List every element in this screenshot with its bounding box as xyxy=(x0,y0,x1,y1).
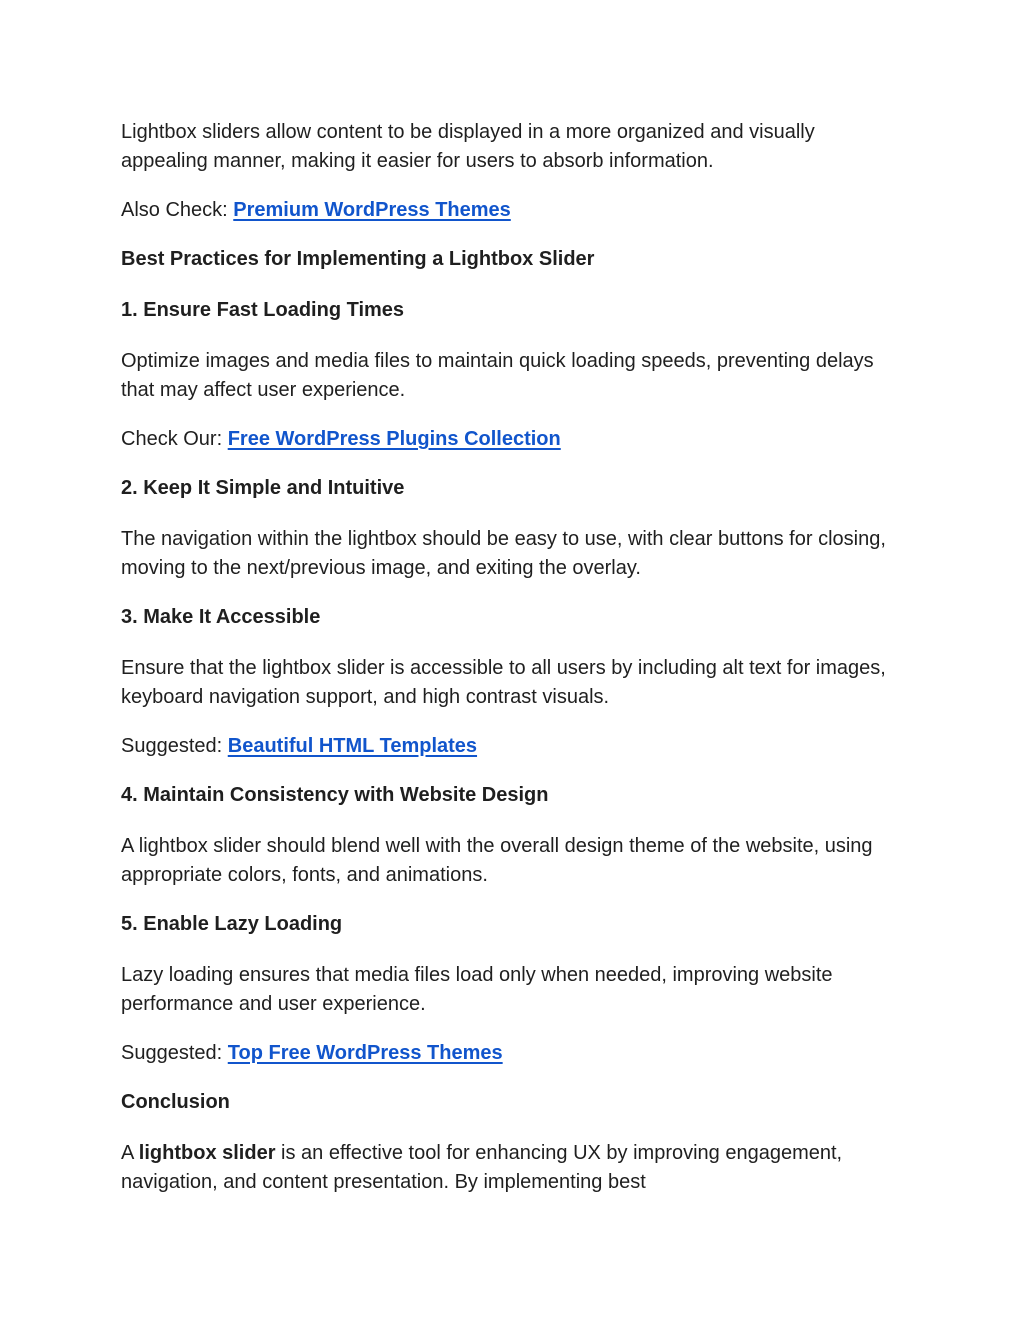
conclusion-rest: is an effective tool for enhancing UX by improving engagement, navigation, and content presentation. By implementing best xyxy=(121,1142,843,1193)
also-check-prefix: Also Check: xyxy=(121,199,234,221)
free-wordpress-plugins-link[interactable]: Free WordPress Plugins Collection xyxy=(227,428,561,450)
section-2-heading: 2. Keep It Simple and Intuitive xyxy=(121,477,405,499)
conclusion-body xyxy=(121,1139,904,1197)
top-free-wordpress-themes-link[interactable]: Top Free WordPress Themes xyxy=(227,1042,503,1064)
intro-paragraph: Lightbox sliders allow content to be displayed in a more organized and visually appealing manner, making it easier for users to absorb information. xyxy=(121,121,815,172)
suggested-line-2 xyxy=(121,1039,904,1068)
best-practices-heading: Best Practices for Implementing a Lightbox Slider xyxy=(121,248,595,270)
also-check-line xyxy=(121,196,904,225)
beautiful-html-templates-link[interactable]: Beautiful HTML Templates xyxy=(227,735,478,757)
suggested-line-1 xyxy=(121,732,904,761)
section-1-body: Optimize images and media files to maintain quick loading speeds, preventing delays that may affect user experience. xyxy=(121,350,874,401)
section-5-body: Lazy loading ensures that media files load only when needed, improving website performance and user experience. xyxy=(121,964,833,1015)
section-5-heading: 5. Enable Lazy Loading xyxy=(121,913,343,935)
conclusion-lead: A xyxy=(121,1142,139,1164)
suggested-prefix-2: Suggested: xyxy=(121,1042,228,1064)
suggested-prefix-1: Suggested: xyxy=(121,735,228,757)
premium-wordpress-themes-link[interactable]: Premium WordPress Themes xyxy=(233,199,511,221)
section-4-body: A lightbox slider should blend well with the overall design theme of the website, using appropriate colors, fonts, and animations. xyxy=(121,835,873,886)
section-2-body: The navigation within the lightbox should be easy to use, with clear buttons for closing, moving to the next/previous image, and exiting the overlay. xyxy=(121,528,886,579)
check-our-prefix: Check Our: xyxy=(121,428,228,450)
section-3-body: Ensure that the lightbox slider is accessible to all users by including alt text for images, keyboard navigation support, and high contrast visuals. xyxy=(121,657,886,708)
check-our-line xyxy=(121,425,904,454)
conclusion-heading: Conclusion xyxy=(121,1091,230,1113)
section-4-heading: 4. Maintain Consistency with Website Design xyxy=(121,784,549,806)
section-3-heading: 3. Make It Accessible xyxy=(121,606,321,628)
section-1-heading: 1. Ensure Fast Loading Times xyxy=(121,299,405,321)
conclusion-bold-term: lightbox slider xyxy=(138,1142,276,1164)
